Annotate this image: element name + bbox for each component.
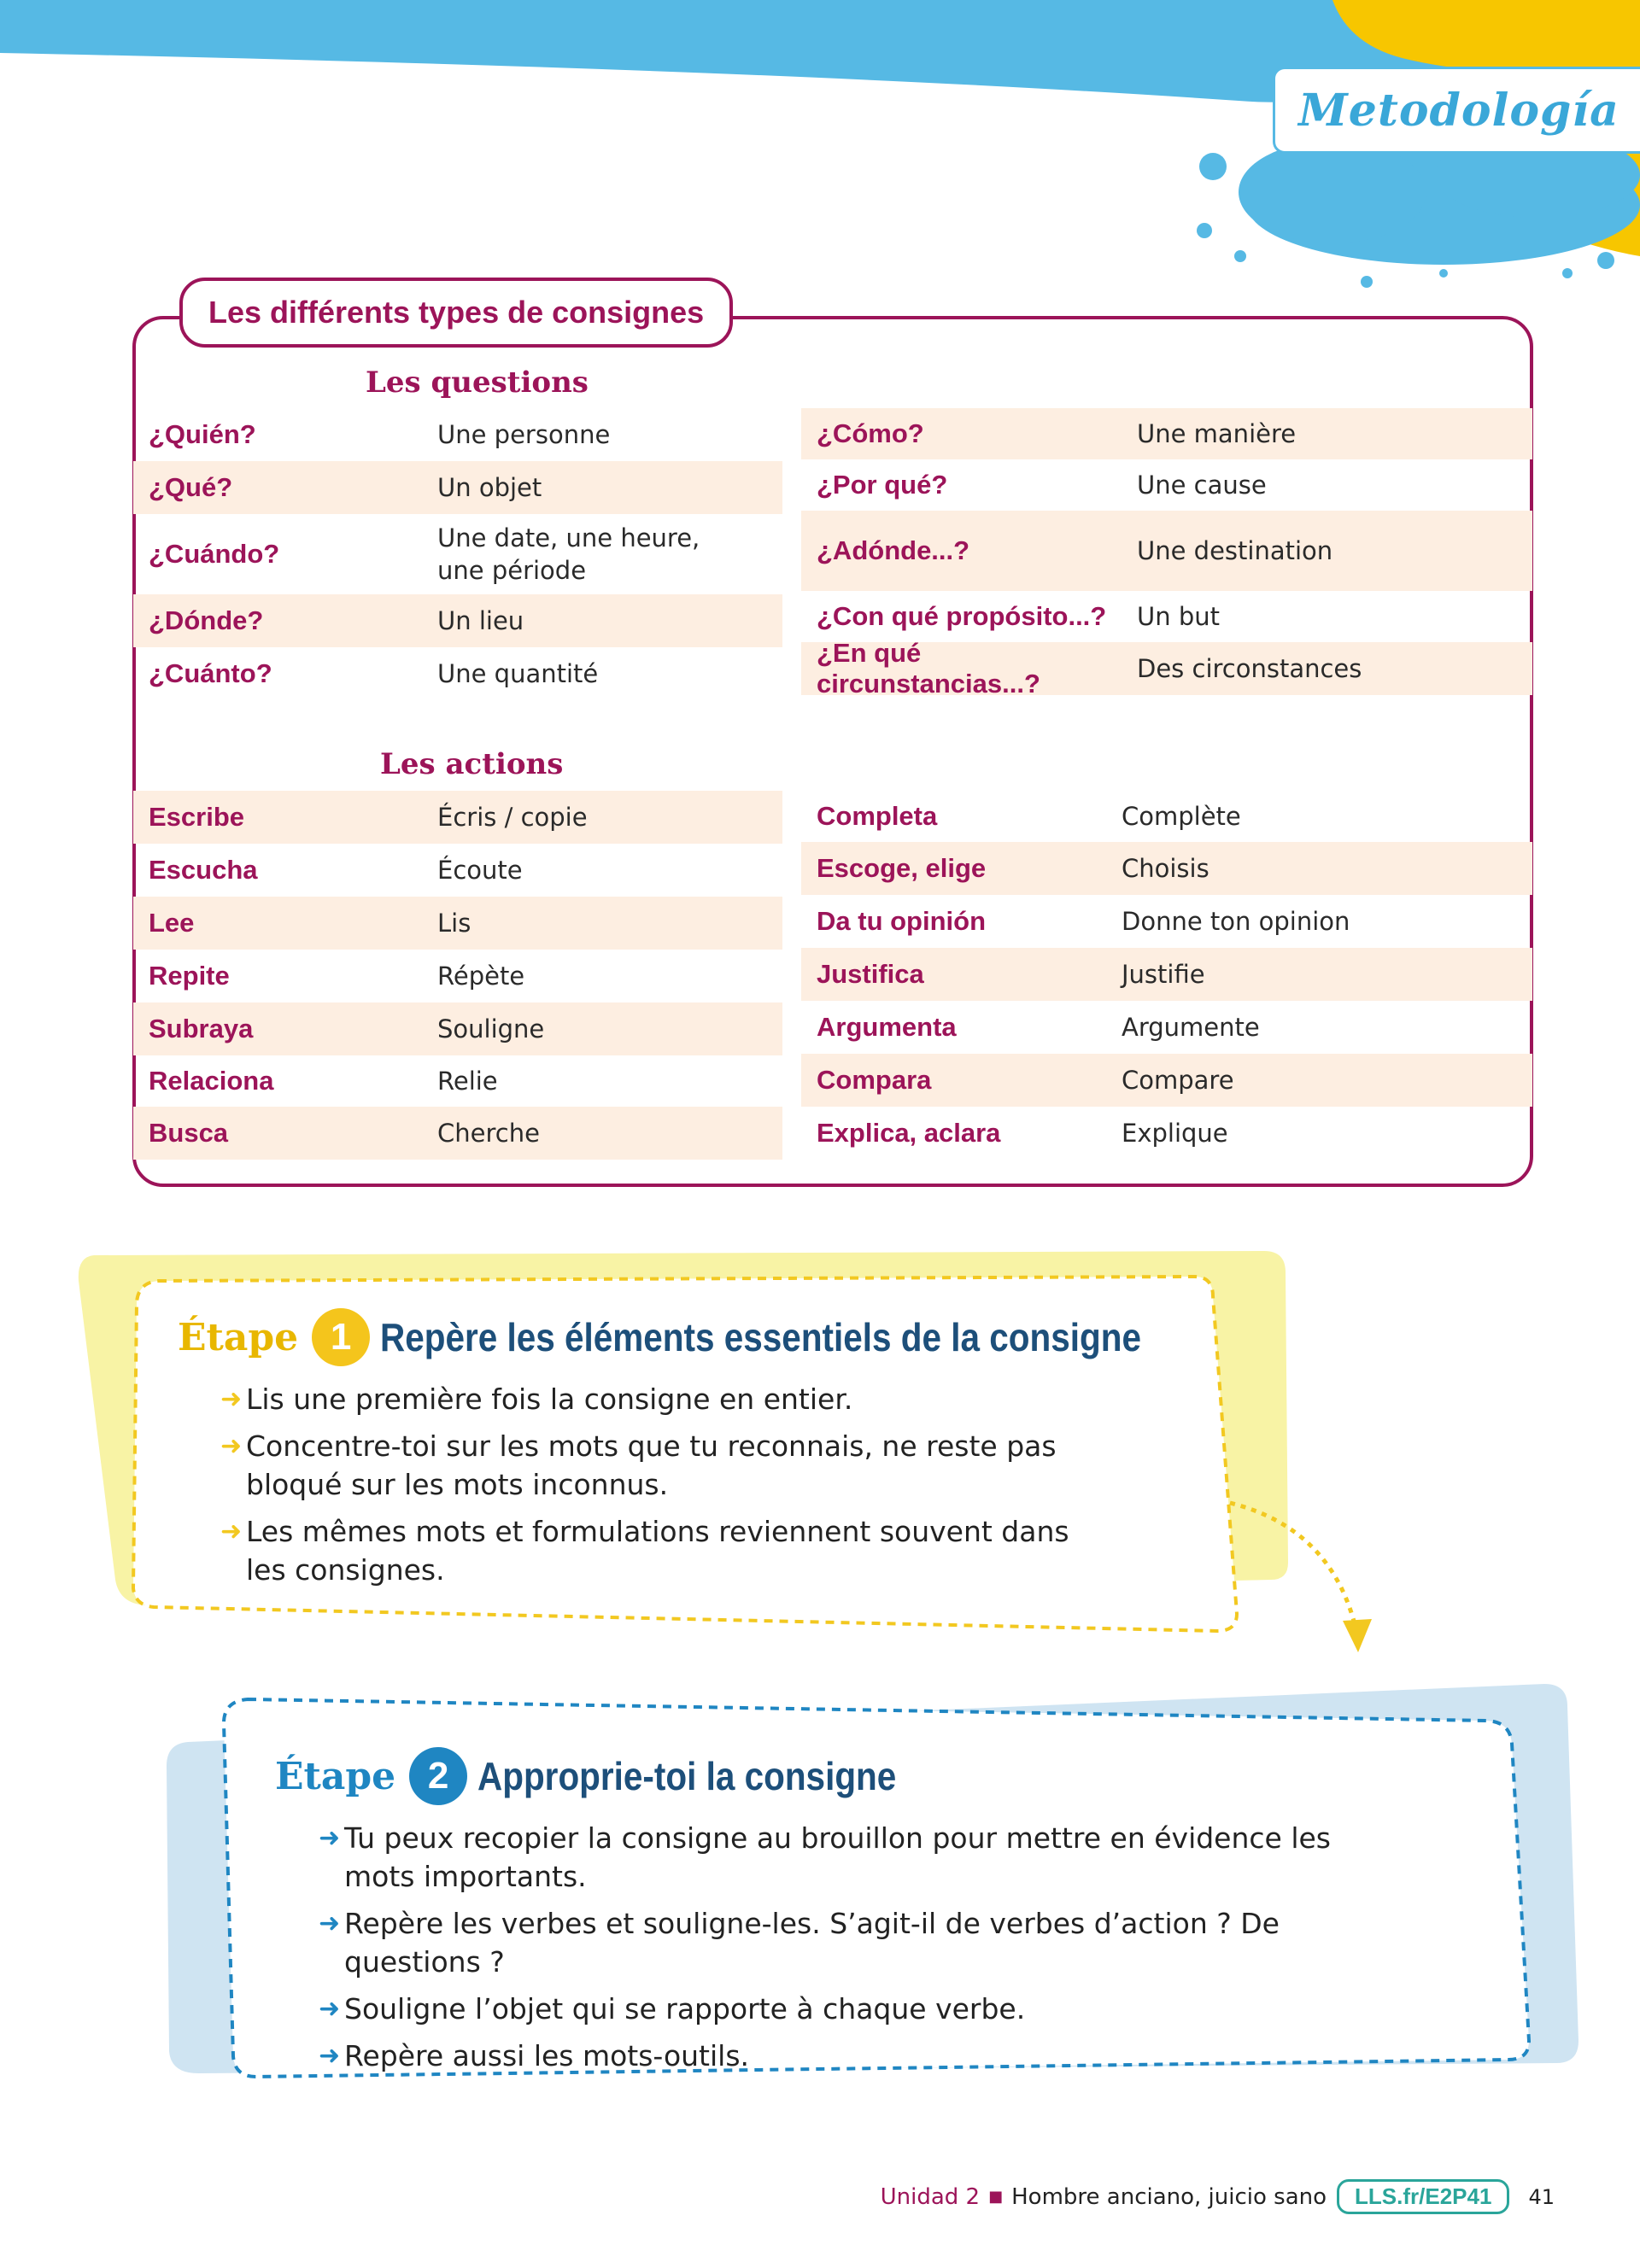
question-fr-multiline (437, 522, 782, 587)
table-row (801, 1107, 1532, 1160)
action-es: Lee (149, 908, 195, 938)
footer-unit: Unidad 2 (880, 2183, 981, 2210)
list-item (319, 1819, 1378, 1896)
table-row (801, 791, 1532, 842)
arrow-right-icon: ➜ (319, 1909, 341, 1938)
table-row (801, 842, 1532, 895)
question-fr: Une personne (437, 420, 611, 449)
question-es: ¿Dónde? (149, 605, 264, 635)
action-es: Subraya (149, 1014, 254, 1043)
table-row (801, 948, 1532, 1001)
table-row (133, 514, 782, 594)
etape1-title: Repère les éléments essentiels de la consigne (380, 1315, 1142, 1359)
arrow-right-icon: ➜ (319, 1994, 341, 2024)
question-es: ¿Cómo? (817, 418, 924, 448)
arrow-right-icon: ➜ (220, 1384, 243, 1414)
action-es: Escribe (149, 802, 245, 832)
etape1-number: 1 (312, 1308, 370, 1366)
top-banner (0, 0, 1640, 324)
action-fr: Lis (437, 909, 472, 938)
page-footer (881, 2179, 1555, 2214)
table-row (133, 461, 782, 514)
action-fr: Souligne (437, 1014, 545, 1043)
table-row (801, 1054, 1532, 1107)
table-row (801, 638, 1532, 699)
actions-left-table (133, 791, 782, 1160)
table-row (133, 1107, 782, 1160)
table-row (801, 895, 1532, 948)
list-item (319, 1990, 1378, 2028)
bullet-text: Tu peux recopier la consigne au brouillon pour mettre en évidence les mots importants. (344, 1821, 1331, 1893)
question-fr: Une manière (1137, 419, 1297, 448)
action-es: Explica, aclara (817, 1118, 1001, 1148)
etape1-word: Étape (178, 1315, 299, 1359)
arrow-right-icon: ➜ (319, 2041, 341, 2071)
question-es: ¿Adónde...? (817, 535, 970, 565)
consignes-title: Les différents types de consignes (179, 278, 733, 348)
list-item (220, 1427, 1075, 1504)
action-es: Da tu opinión (817, 906, 987, 936)
etape2-number: 2 (409, 1747, 467, 1805)
table-row (801, 459, 1532, 511)
table-row (133, 791, 782, 844)
footer-title: Hombre anciano, juicio sano (1011, 2183, 1327, 2210)
actions-heading: Les actions (380, 747, 564, 781)
list-item (220, 1512, 1075, 1589)
question-fr: Une destination (1137, 536, 1333, 565)
table-row (801, 511, 1532, 591)
list-item (319, 2037, 1378, 2075)
etape1-bullets (220, 1380, 1075, 1598)
bullet-text: Repère aussi les mots-outils. (344, 2039, 750, 2072)
action-fr: Cherche (437, 1119, 540, 1148)
square-bullet-icon: ■ (988, 2188, 1004, 2206)
bullet-text: Les mêmes mots et formulations reviennent souvent dans les consignes. (246, 1515, 1069, 1587)
bullet-text: Concentre-toi sur les mots que tu reconnais, ne reste pas bloqué sur les mots inconnus. (246, 1429, 1057, 1501)
etape2-title: Approprie-toi la consigne (477, 1754, 897, 1798)
action-fr: Justifie (1122, 960, 1205, 989)
action-es: Relaciona (149, 1066, 274, 1096)
action-fr: Choisis (1122, 854, 1210, 883)
action-fr: Donne ton opinion (1122, 907, 1350, 936)
bullet-text: Repère les verbes et souligne-les. S’agit-il de verbes d’action ? De questions ? (344, 1907, 1280, 1979)
arrow-right-icon: ➜ (220, 1431, 243, 1461)
question-es: ¿En qué circunstancias...? (817, 638, 1040, 699)
table-row (133, 1055, 782, 1107)
bullet-text: Souligne l’objet qui se rapporte à chaque verbe. (344, 1992, 1026, 2025)
action-es: Repite (149, 961, 230, 991)
etape1-header (178, 1308, 1245, 1366)
banner-paint-splash (0, 0, 1640, 324)
action-es: Compara (817, 1065, 932, 1095)
arrow-right-icon: ➜ (319, 1823, 341, 1853)
action-fr: Explique (1122, 1119, 1228, 1148)
question-fr: Des circonstances (1137, 654, 1362, 683)
table-row (801, 408, 1532, 459)
bullet-text: Lis une première fois la consigne en entier. (246, 1382, 853, 1416)
questions-heading: Les questions (366, 365, 589, 400)
question-es: ¿Con qué propósito...? (817, 601, 1107, 631)
action-es: Completa (817, 801, 938, 831)
questions-right-table (801, 408, 1532, 699)
action-es: Argumenta (817, 1012, 957, 1042)
question-es: ¿Cuánto? (149, 658, 272, 688)
question-fr: Un lieu (437, 606, 524, 635)
etape2-header (275, 1747, 953, 1805)
table-row (133, 1002, 782, 1055)
table-row (133, 844, 782, 897)
question-es: ¿Por qué? (817, 470, 948, 500)
action-fr: Argumente (1122, 1013, 1260, 1042)
action-fr: Complète (1122, 802, 1241, 831)
questions-left-table (133, 408, 782, 700)
table-row (133, 594, 782, 647)
action-es: Escoge, elige (817, 853, 987, 883)
action-es: Escucha (149, 855, 258, 885)
table-row (133, 647, 782, 700)
question-es: ¿Qué? (149, 472, 233, 502)
question-fr-line1: Une date, une heure, (437, 523, 700, 552)
etape2-bullets (319, 1819, 1378, 2084)
question-fr: Un objet (437, 473, 542, 502)
question-fr: Une cause (1137, 471, 1267, 500)
footer-link[interactable]: LLS.fr/E2P41 (1337, 2179, 1509, 2214)
table-row (801, 1001, 1532, 1054)
action-fr: Écris / copie (437, 803, 588, 832)
arrow-right-icon: ➜ (220, 1517, 243, 1546)
section-label: Metodología (1273, 67, 1640, 154)
action-es: Justifica (817, 959, 924, 989)
table-row (133, 897, 782, 950)
actions-right-table (801, 791, 1532, 1160)
table-row (801, 591, 1532, 642)
question-es: ¿Quién? (149, 419, 256, 449)
etape2-word: Étape (275, 1754, 396, 1798)
action-fr: Écoute (437, 856, 523, 885)
list-item (220, 1380, 1075, 1418)
table-row (133, 408, 782, 461)
question-fr: Un but (1137, 602, 1220, 631)
question-fr-line2: une période (437, 556, 587, 585)
table-row (133, 950, 782, 1002)
question-fr: Une quantité (437, 659, 599, 688)
action-es: Busca (149, 1118, 229, 1148)
action-fr: Relie (437, 1067, 498, 1096)
action-fr: Répète (437, 962, 525, 991)
question-es: ¿Cuándo? (149, 539, 280, 569)
page-number: 41 (1528, 2184, 1555, 2209)
action-fr: Compare (1122, 1066, 1234, 1095)
list-item (319, 1904, 1378, 1981)
